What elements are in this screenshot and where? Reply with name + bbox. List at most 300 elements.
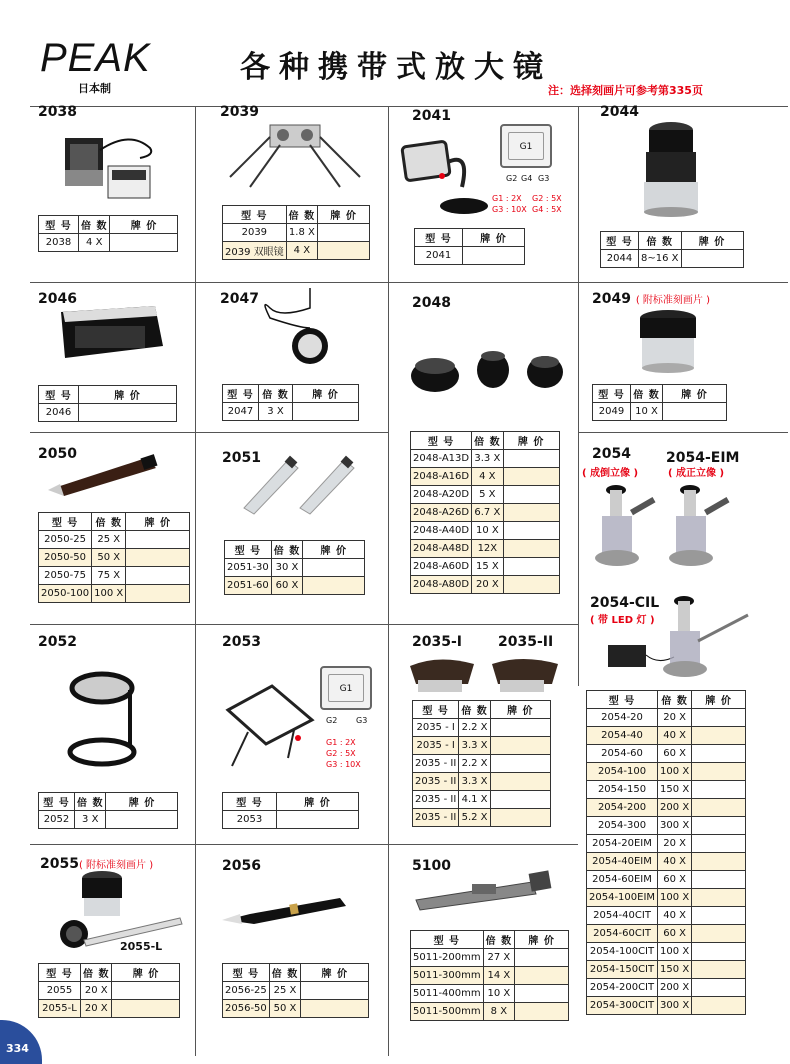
- price-table-2048: [410, 431, 560, 594]
- mag-cell: 5.2 X: [459, 809, 490, 827]
- model-code-2050: 2050: [38, 446, 77, 462]
- price-cell: [112, 982, 180, 1000]
- model-code-2054-eim-sub: [668, 464, 724, 480]
- mag-cell: 8~16 X: [639, 250, 682, 268]
- mag-cell: 25 X: [92, 531, 126, 549]
- model-cell: 2054-200CIT: [587, 979, 658, 997]
- peak-logo: [40, 38, 170, 96]
- price-cell: [503, 468, 559, 486]
- mag-cell: 200 X: [658, 979, 692, 997]
- header-model: 型 号: [601, 232, 639, 250]
- model-cell: 2054-300CIT: [587, 997, 658, 1015]
- price-cell: [490, 773, 550, 791]
- 2051-microscope-pen-image: [230, 452, 360, 522]
- header-model: 型 号: [223, 793, 277, 811]
- header-price: 牌 价: [503, 432, 559, 450]
- mag-cell: 1.8 X: [286, 224, 317, 242]
- reference-note: 注：选择刻画片可参考第335页: [548, 84, 703, 97]
- header-model: 型 号: [223, 964, 270, 982]
- mag-cell: 75 X: [92, 567, 126, 585]
- price-cell: [503, 504, 559, 522]
- model-cell: 2048-A40D: [411, 522, 472, 540]
- code-sub: ( 附标准刻画片 ): [78, 860, 154, 871]
- mag-cell: 100 X: [92, 585, 126, 603]
- mag-cell: 2.2 X: [459, 719, 490, 737]
- model-cell: 2054-150CIT: [587, 961, 658, 979]
- header-mag: 倍 数: [259, 385, 293, 403]
- mag-cell: 60 X: [658, 871, 692, 889]
- price-cell: [692, 961, 746, 979]
- price-cell: [692, 709, 746, 727]
- model-code-2049: [592, 291, 710, 307]
- mag-cell: 150 X: [658, 781, 692, 799]
- mag-cell: 300 X: [658, 997, 692, 1015]
- divider: [578, 432, 788, 433]
- model-cell: 2054-60CIT: [587, 925, 658, 943]
- model-cell: 2054-40CIT: [587, 907, 658, 925]
- price-table-2054: [586, 690, 746, 1015]
- model-cell: 2035 - I: [413, 719, 459, 737]
- model-cell: 2054-200: [587, 799, 658, 817]
- price-cell: [692, 925, 746, 943]
- model-cell: 2054-20: [587, 709, 658, 727]
- model-cell: 2048-A20D: [411, 486, 472, 504]
- price-cell: [692, 799, 746, 817]
- price-cell: [515, 1003, 569, 1021]
- price-cell: [663, 403, 727, 421]
- 2050-microscope-pen-image: [46, 450, 164, 500]
- price-cell: [503, 576, 559, 594]
- model-cell: 2048-A80D: [411, 576, 472, 594]
- price-cell: [79, 404, 177, 422]
- price-cell: [692, 997, 746, 1015]
- mag-cell: 4.1 X: [459, 791, 490, 809]
- model-cell: 2050-25: [39, 531, 92, 549]
- model-cell: 2035 - II: [413, 809, 459, 827]
- price-cell: [490, 791, 550, 809]
- price-cell: [490, 809, 550, 827]
- divider: [578, 282, 788, 283]
- g1-label: G1: [328, 674, 364, 702]
- divider: [30, 282, 578, 283]
- mag-cell: 30 X: [271, 559, 302, 577]
- mag-cell: 50 X: [269, 1000, 300, 1018]
- 5100-scope-image: [412, 864, 562, 914]
- divider: [30, 844, 578, 845]
- price-cell: [515, 967, 569, 985]
- mag-cell: 60 X: [658, 745, 692, 763]
- g1-label: G1: [508, 132, 544, 160]
- price-cell: [293, 403, 359, 421]
- 2053-magnifier-image: [218, 680, 318, 772]
- model-code-2039: 2039: [220, 104, 259, 120]
- model-code-2044: 2044: [600, 104, 639, 120]
- model-code-2041: 2041: [412, 108, 451, 124]
- divider: [195, 106, 196, 1056]
- model-cell: 2054-40EIM: [587, 853, 658, 871]
- header-model: 型 号: [39, 793, 75, 811]
- model-code-2054: 2054: [592, 446, 631, 462]
- header-model: 型 号: [223, 385, 259, 403]
- price-cell: [318, 224, 370, 242]
- price-table-2038: [38, 215, 178, 252]
- price-table-2052: [38, 792, 178, 829]
- model-cell: 2055: [39, 982, 81, 1000]
- price-cell: [503, 558, 559, 576]
- header-price: 牌 价: [112, 964, 180, 982]
- mag-cell: 4 X: [79, 234, 110, 252]
- header-mag: 倍 数: [271, 541, 302, 559]
- price-cell: [126, 585, 190, 603]
- mag-cell: 150 X: [658, 961, 692, 979]
- price-cell: [515, 985, 569, 1003]
- price-table-2056: [222, 963, 369, 1018]
- header-price: 牌 价: [110, 216, 178, 234]
- model-cell: 2048-A48D: [411, 540, 472, 558]
- model-cell: 2053: [223, 811, 277, 829]
- header-model: 型 号: [415, 229, 463, 247]
- header-model: 型 号: [39, 964, 81, 982]
- price-cell: [277, 811, 359, 829]
- 2052-stand-magnifier-image: [66, 660, 156, 768]
- header-mag: 倍 数: [459, 701, 490, 719]
- g2-spec: G2 : 5X: [532, 194, 562, 203]
- 2046-magnifier-image: [55, 302, 167, 366]
- model-code-2047: 2047: [220, 291, 259, 307]
- header-model: 型 号: [411, 931, 484, 949]
- price-cell: [463, 247, 525, 265]
- divider: [30, 106, 788, 107]
- price-table-2047: [222, 384, 359, 421]
- price-cell: [692, 943, 746, 961]
- g4-label: G4: [521, 174, 533, 183]
- model-cell: 2054-60EIM: [587, 871, 658, 889]
- header-model: 型 号: [593, 385, 631, 403]
- mag-cell: 3 X: [75, 811, 106, 829]
- mag-cell: 20 X: [658, 835, 692, 853]
- header-model: 型 号: [411, 432, 472, 450]
- 2055-magnifier-image: [50, 868, 186, 952]
- model-code-2054-eim: 2054-EIM: [666, 450, 740, 466]
- header-price: 牌 价: [126, 513, 190, 531]
- mag-cell: 8 X: [483, 1003, 514, 1021]
- price-cell: [692, 853, 746, 871]
- model-cell: 2056-25: [223, 982, 270, 1000]
- price-cell: [692, 907, 746, 925]
- mag-cell: 6.7 X: [472, 504, 503, 522]
- page-number: 334: [0, 1020, 42, 1064]
- header-price: 牌 价: [490, 701, 550, 719]
- g1-spec: G1 : 2X: [326, 738, 356, 747]
- model-cell: 2051-60: [225, 577, 272, 595]
- header-model: 型 号: [39, 513, 92, 531]
- header-price: 牌 价: [301, 964, 369, 982]
- mag-cell: 27 X: [483, 949, 514, 967]
- header-mag: 倍 数: [81, 964, 112, 982]
- mag-cell: 20 X: [472, 576, 503, 594]
- model-code-2048: 2048: [412, 295, 451, 311]
- header-model: 型 号: [413, 701, 459, 719]
- model-code-2055-l: 2055-L: [120, 940, 163, 953]
- model-cell: 2054-40: [587, 727, 658, 745]
- header-price: 牌 价: [303, 541, 365, 559]
- price-cell: [681, 250, 743, 268]
- mag-cell: 40 X: [658, 727, 692, 745]
- code-sub: ( 成倒立像 ): [582, 468, 639, 479]
- mag-cell: 2.2 X: [459, 755, 490, 773]
- price-cell: [126, 549, 190, 567]
- price-cell: [110, 234, 178, 252]
- header-price: 牌 价: [681, 232, 743, 250]
- price-table-2035: [412, 700, 551, 827]
- mag-cell: 3.3 X: [472, 450, 503, 468]
- mag-cell: 40 X: [658, 853, 692, 871]
- divider: [388, 106, 389, 1056]
- 2048-loupes-image: [405, 340, 573, 400]
- 2056-microscope-pen-image: [220, 890, 350, 930]
- model-cell: 2054-300: [587, 817, 658, 835]
- code-sub: ( 带 LED 灯 ): [590, 615, 655, 626]
- header-mag: 倍 数: [631, 385, 663, 403]
- 2044-magnifier-image: [636, 118, 706, 218]
- model-code-2054-cil: 2054-CIL: [590, 595, 660, 611]
- price-table-2039: [222, 205, 370, 260]
- model-cell: 2054-100: [587, 763, 658, 781]
- code-text: 2049: [592, 291, 631, 307]
- price-table-2055: [38, 963, 180, 1018]
- mag-cell: 20 X: [658, 709, 692, 727]
- price-table-2053: [222, 792, 359, 829]
- model-code-5100: 5100: [412, 858, 451, 874]
- model-cell: 2047: [223, 403, 259, 421]
- header-mag: 倍 数: [79, 216, 110, 234]
- model-cell: 5011-500mm: [411, 1003, 484, 1021]
- price-cell: [112, 1000, 180, 1018]
- price-cell: [490, 719, 550, 737]
- mag-cell: 100 X: [658, 943, 692, 961]
- 2035-head-magnifier-image: [408, 654, 568, 696]
- divider: [30, 624, 578, 625]
- page-title: 各种携带式放大镜: [240, 50, 552, 85]
- model-cell: 2048-A13D: [411, 450, 472, 468]
- mag-cell: 20 X: [81, 1000, 112, 1018]
- mag-cell: 4 X: [472, 468, 503, 486]
- model-cell: 2035 - II: [413, 773, 459, 791]
- mag-cell: 20 X: [81, 982, 112, 1000]
- price-cell: [692, 763, 746, 781]
- header-price: 牌 价: [463, 229, 525, 247]
- code-sub: ( 附标准刻画片 ): [635, 295, 711, 306]
- price-cell: [126, 531, 190, 549]
- g2-spec: G2 : 5X: [326, 749, 356, 758]
- price-cell: [692, 817, 746, 835]
- price-cell: [692, 871, 746, 889]
- model-cell: 2041: [415, 247, 463, 265]
- model-cell: 5011-300mm: [411, 967, 484, 985]
- mag-cell: 12X: [472, 540, 503, 558]
- price-table-5100: [410, 930, 569, 1021]
- price-cell: [692, 745, 746, 763]
- header-mag: 倍 数: [92, 513, 126, 531]
- mag-cell: 25 X: [269, 982, 300, 1000]
- price-cell: [692, 727, 746, 745]
- mag-cell: 3 X: [259, 403, 293, 421]
- mag-cell: 300 X: [658, 817, 692, 835]
- price-cell: [303, 577, 365, 595]
- price-cell: [692, 889, 746, 907]
- price-cell: [126, 567, 190, 585]
- mag-cell: 4 X: [286, 242, 317, 260]
- 2054-cil-microscope-image: [588, 595, 764, 687]
- mag-cell: 40 X: [658, 907, 692, 925]
- g2-label: G2: [326, 716, 338, 725]
- price-cell: [692, 835, 746, 853]
- model-cell: 2054-100CIT: [587, 943, 658, 961]
- price-table-2049: [592, 384, 727, 421]
- header-model: 型 号: [39, 386, 79, 404]
- model-cell: 2054-100EIM: [587, 889, 658, 907]
- g3-label: G3: [538, 174, 550, 183]
- brand-origin: 日本制: [78, 82, 111, 95]
- header-mag: 倍 数: [639, 232, 682, 250]
- header-model: 型 号: [223, 206, 287, 224]
- price-cell: [503, 522, 559, 540]
- price-table-2050: [38, 512, 190, 603]
- header-mag: 倍 数: [483, 931, 514, 949]
- header-price: 牌 价: [79, 386, 177, 404]
- model-cell: 2051-30: [225, 559, 272, 577]
- 2038-magnifier-image: [60, 130, 160, 202]
- code-text: 2055: [40, 856, 79, 872]
- model-cell: 2054-60: [587, 745, 658, 763]
- model-code-2052: 2052: [38, 634, 77, 650]
- mag-cell: 60 X: [271, 577, 302, 595]
- g3-label: G3: [356, 716, 368, 725]
- price-cell: [515, 949, 569, 967]
- g2-label: G2: [506, 174, 518, 183]
- g1-lens-plate: [500, 124, 552, 168]
- header-mag: 倍 数: [472, 432, 503, 450]
- mag-cell: 15 X: [472, 558, 503, 576]
- price-cell: [301, 1000, 369, 1018]
- 2039-magnifier-image: [225, 115, 365, 195]
- mag-cell: 50 X: [92, 549, 126, 567]
- model-code-2053: 2053: [222, 634, 261, 650]
- header-price: 牌 价: [692, 691, 746, 709]
- model-code-2035-ii: 2035-II: [498, 634, 554, 650]
- g3-spec: G3 : 10X: [492, 205, 527, 214]
- price-cell: [301, 982, 369, 1000]
- header-price: 牌 价: [293, 385, 359, 403]
- price-table-2046: [38, 385, 177, 422]
- price-cell: [490, 737, 550, 755]
- model-cell: 2050-100: [39, 585, 92, 603]
- model-cell: 2055-L: [39, 1000, 81, 1018]
- model-cell: 2054-150: [587, 781, 658, 799]
- model-cell: 2035 - II: [413, 755, 459, 773]
- price-cell: [692, 781, 746, 799]
- mag-cell: 10 X: [483, 985, 514, 1003]
- model-cell: 2049: [593, 403, 631, 421]
- model-cell: 5011-200mm: [411, 949, 484, 967]
- price-cell: [106, 811, 178, 829]
- model-code-2051: 2051: [222, 450, 261, 466]
- model-cell: 2054-20EIM: [587, 835, 658, 853]
- header-mag: 倍 数: [286, 206, 317, 224]
- g1-spec: G1 : 2X: [492, 194, 522, 203]
- header-model: 型 号: [225, 541, 272, 559]
- price-cell: [503, 450, 559, 468]
- model-cell: 2038: [39, 234, 79, 252]
- model-code-2046: 2046: [38, 291, 77, 307]
- price-table-2051: [224, 540, 365, 595]
- model-cell: 2048-A16D: [411, 468, 472, 486]
- mag-cell: 100 X: [658, 889, 692, 907]
- mag-cell: 60 X: [658, 925, 692, 943]
- header-mag: 倍 数: [269, 964, 300, 982]
- price-cell: [318, 242, 370, 260]
- price-cell: [303, 559, 365, 577]
- model-cell: 5011-400mm: [411, 985, 484, 1003]
- header-price: 牌 价: [277, 793, 359, 811]
- mag-cell: 10 X: [472, 522, 503, 540]
- price-cell: [503, 486, 559, 504]
- mag-cell: 200 X: [658, 799, 692, 817]
- 2049-magnifier-image: [630, 306, 706, 376]
- model-cell: 2048-A60D: [411, 558, 472, 576]
- 2041-magnifier-image: [400, 132, 492, 218]
- model-cell: 2050-50: [39, 549, 92, 567]
- g1-lens-plate: [320, 666, 372, 710]
- model-cell: 2035 - I: [413, 737, 459, 755]
- model-code-2035-i: 2035-I: [412, 634, 462, 650]
- divider: [30, 432, 388, 433]
- divider: [578, 106, 579, 686]
- model-cell: 2048-A26D: [411, 504, 472, 522]
- price-cell: [503, 540, 559, 558]
- model-code-2054-sub: [582, 464, 638, 480]
- mag-cell: 100 X: [658, 763, 692, 781]
- model-code-2056: 2056: [222, 858, 261, 874]
- price-cell: [692, 979, 746, 997]
- price-cell: [490, 755, 550, 773]
- model-cell: 2039: [223, 224, 287, 242]
- code-sub: ( 成正立像 ): [668, 468, 725, 479]
- model-cell: 2050-75: [39, 567, 92, 585]
- price-table-2041: [414, 228, 525, 265]
- mag-cell: 10 X: [631, 403, 663, 421]
- mag-cell: 3.3 X: [459, 737, 490, 755]
- header-mag: 倍 数: [658, 691, 692, 709]
- header-model: 型 号: [39, 216, 79, 234]
- header-price: 牌 价: [106, 793, 178, 811]
- model-cell: 2056-50: [223, 1000, 270, 1018]
- 2054-microscope-image: [586, 480, 756, 572]
- mag-cell: 14 X: [483, 967, 514, 985]
- price-table-2044: [600, 231, 744, 268]
- brand-name: PEAK: [40, 36, 151, 80]
- g3-spec: G3 : 10X: [326, 760, 361, 769]
- mag-cell: 3.3 X: [459, 773, 490, 791]
- model-cell: 2044: [601, 250, 639, 268]
- header-price: 牌 价: [318, 206, 370, 224]
- model-code-2038: 2038: [38, 104, 77, 120]
- header-model: 型 号: [587, 691, 658, 709]
- model-cell: 2046: [39, 404, 79, 422]
- model-cell: 2052: [39, 811, 75, 829]
- header-mag: 倍 数: [75, 793, 106, 811]
- g4-spec: G4 : 5X: [532, 205, 562, 214]
